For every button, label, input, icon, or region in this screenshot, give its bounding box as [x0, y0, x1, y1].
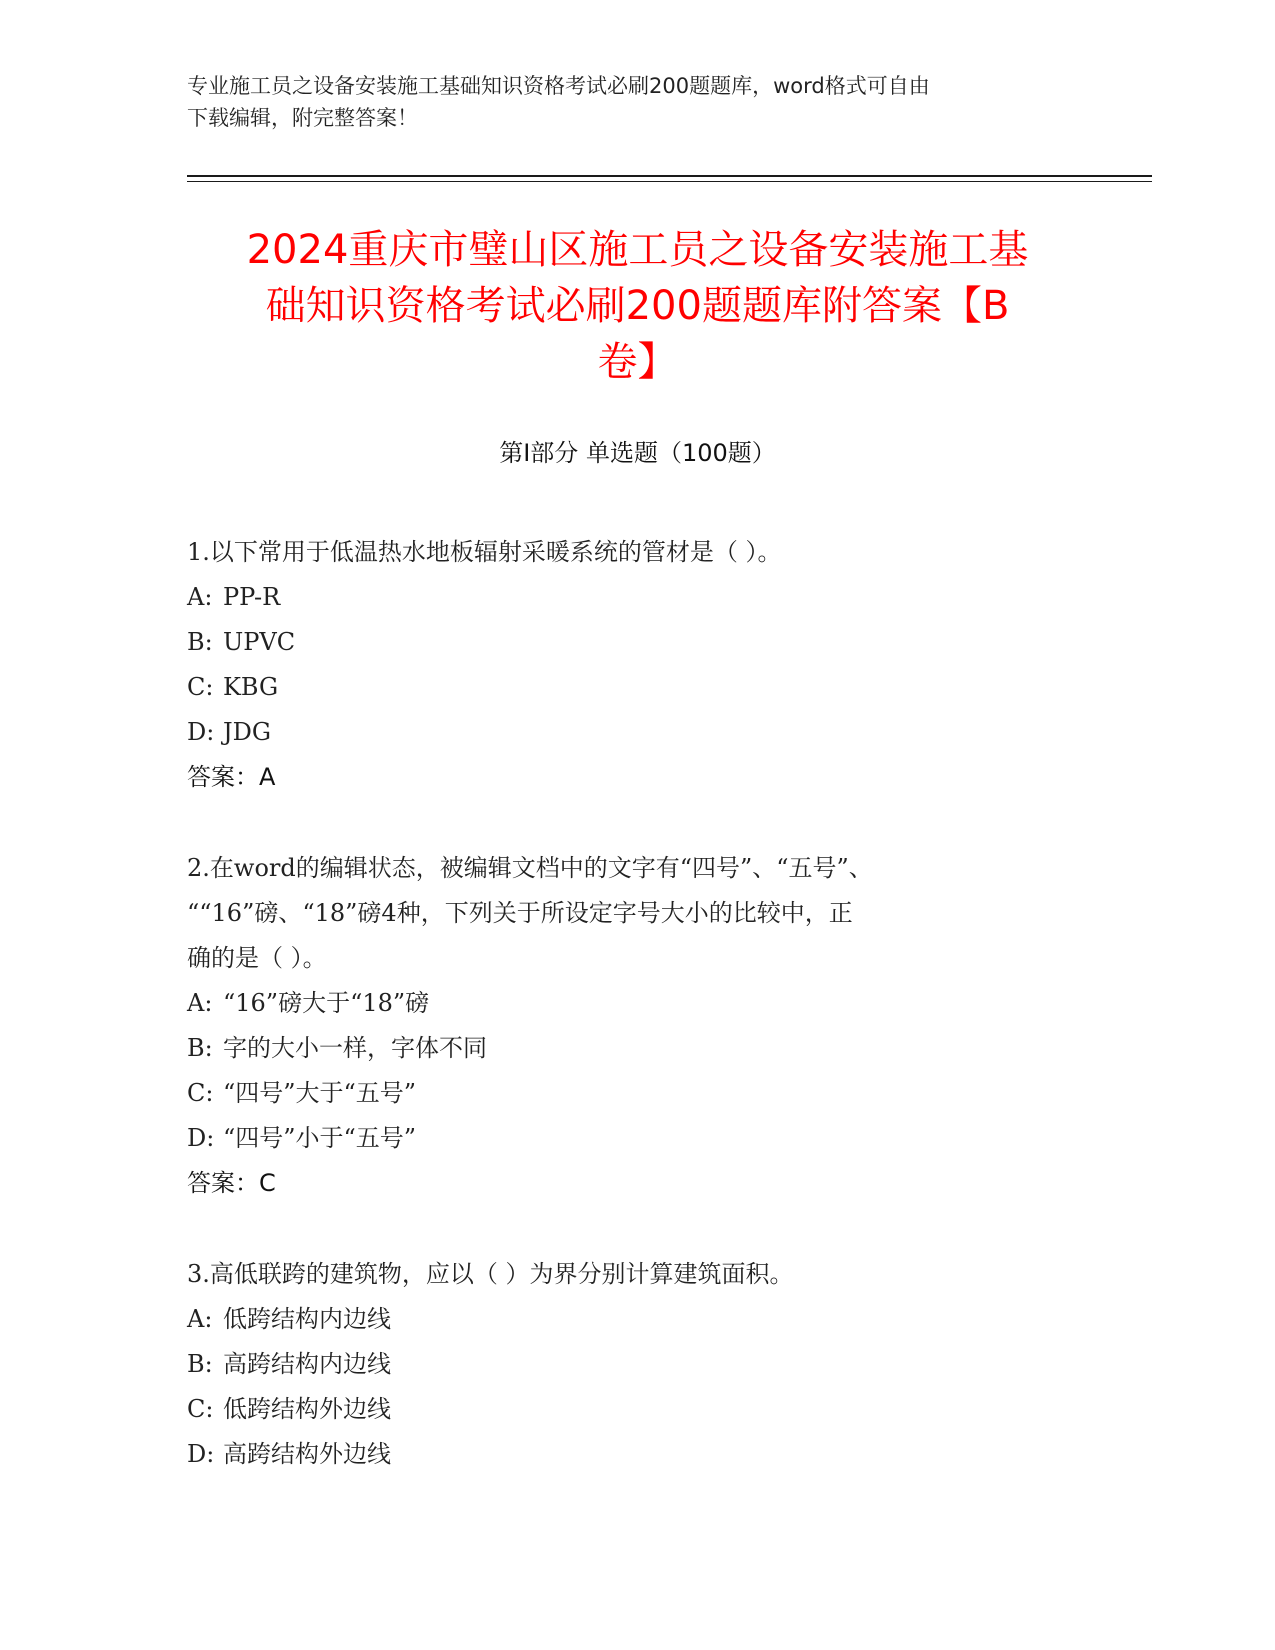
header-divider	[187, 175, 1152, 177]
question-item	[187, 846, 1087, 1206]
question-stem: 确的是（ ）。	[187, 944, 327, 972]
option-text: UPVC	[223, 628, 296, 656]
question-stem: 2.在word的编辑状态，被编辑文档中的文字有“四号”、“五号”、	[187, 854, 873, 882]
option-text: 高跨结构内边线	[223, 1350, 391, 1378]
option-key: B:	[187, 1350, 213, 1378]
answer-option	[187, 1387, 1087, 1432]
answer-key: 答案：A	[187, 763, 276, 791]
document-title-line: 础知识资格考试必刷200题题库附答案【B	[265, 283, 1010, 329]
answer-option	[187, 1116, 1087, 1161]
option-text: 字的大小一样，字体不同	[223, 1034, 487, 1062]
answer-option	[187, 1026, 1087, 1071]
answer-option	[187, 665, 1087, 710]
question-stem: 3.高低联跨的建筑物，应以（ ）为界分别计算建筑面积。	[187, 1260, 794, 1288]
question-list	[187, 530, 1087, 1523]
answer-option	[187, 1297, 1087, 1342]
section-title: 第I部分 单选题（100题）	[499, 439, 776, 467]
option-key: D:	[187, 718, 215, 746]
header-note-line: 专业施工员之设备安装施工基础知识资格考试必刷200题题库，word格式可自由	[187, 74, 930, 98]
answer-key: 答案：C	[187, 1169, 276, 1197]
option-text: PP-R	[223, 583, 281, 611]
option-key: B:	[187, 628, 213, 656]
option-text: KBG	[223, 673, 279, 701]
option-key: C:	[187, 673, 214, 701]
question-stem: 1.以下常用于低温热水地板辐射采暖系统的管材是（ ）。	[187, 538, 782, 566]
header-note	[187, 70, 1087, 134]
option-text: 低跨结构外边线	[223, 1395, 391, 1423]
question-stem: ““16”磅、“18”磅4种，下列关于所设定字号大小的比较中，正	[187, 899, 853, 927]
option-key: A:	[187, 1305, 213, 1333]
answer-option	[187, 1342, 1087, 1387]
answer-option	[187, 1432, 1087, 1477]
document-title-line: 2024重庆市璧山区施工员之设备安装施工基	[246, 227, 1029, 273]
option-text: JDG	[223, 718, 272, 746]
option-text: “16”磅大于“18”磅	[223, 989, 430, 1017]
option-text: 低跨结构内边线	[223, 1305, 391, 1333]
answer-option	[187, 981, 1087, 1026]
document-title	[175, 222, 1100, 390]
option-key: C:	[187, 1079, 214, 1107]
option-text: “四号”大于“五号”	[223, 1079, 417, 1107]
option-key: D:	[187, 1440, 215, 1468]
answer-option	[187, 1071, 1087, 1116]
header-note-line: 下载编辑，附完整答案！	[187, 106, 418, 130]
option-key: B:	[187, 1034, 213, 1062]
question-item	[187, 1252, 1087, 1477]
option-text: “四号”小于“五号”	[223, 1124, 417, 1152]
option-key: D:	[187, 1124, 215, 1152]
header-divider-thin	[187, 181, 1152, 182]
option-key: A:	[187, 989, 213, 1017]
option-key: C:	[187, 1395, 214, 1423]
option-key: A:	[187, 583, 213, 611]
option-text: 高跨结构外边线	[223, 1440, 391, 1468]
answer-option	[187, 575, 1087, 620]
document-title-line: 卷】	[597, 339, 678, 385]
question-item	[187, 530, 1087, 800]
answer-option	[187, 620, 1087, 665]
answer-option	[187, 710, 1087, 755]
